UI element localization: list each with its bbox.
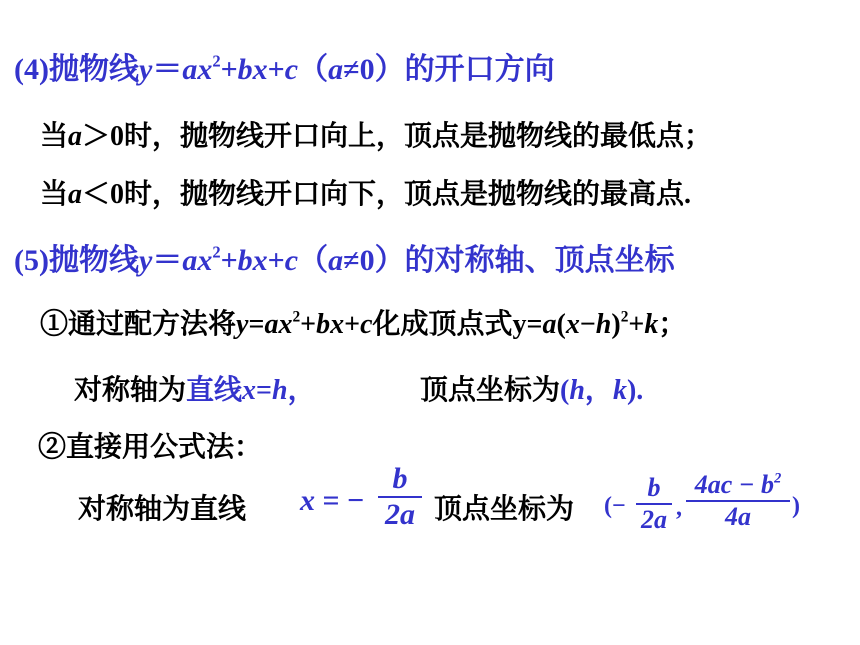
vertex-fraction-y: $4ac - b^2$ 4a bbox=[686, 470, 790, 532]
formula-x-equals: x = − bbox=[300, 484, 365, 517]
axis-vertex-line: 对称轴为直线x=h， bbox=[74, 375, 316, 406]
vertex-coords-line: 顶点坐标为(h，k). bbox=[420, 375, 644, 406]
step-marker: ② bbox=[38, 432, 67, 463]
section-number: (4) bbox=[14, 53, 49, 86]
vertex-right-paren: ) bbox=[792, 493, 800, 519]
method-completing-square: ①通过配方法将$y=ax^2+bx+c$化成顶点式$y=a(x-h)^2+k$； bbox=[40, 308, 687, 340]
rule-a-negative: 当a＜0时，抛物线开口向下，顶点是抛物线的最高点. bbox=[40, 179, 692, 210]
vertex-left-paren: (− bbox=[604, 493, 626, 519]
fraction-axis: b 2a bbox=[378, 462, 422, 532]
vertex-separator: , bbox=[676, 495, 682, 521]
formula-axis-label: 对称轴为直线 bbox=[78, 494, 247, 525]
method-formula: ②直接用公式法： bbox=[38, 432, 263, 463]
section-number: (5) bbox=[14, 244, 49, 277]
formula-vertex-label: 顶点坐标为 bbox=[434, 494, 575, 525]
rule-a-positive: 当a＞0时，抛物线开口向上，顶点是抛物线的最低点； bbox=[40, 121, 713, 152]
section-5-heading: (5)抛物线$y=ax^2+bx+c(a\ne 0)$的对称轴、顶点坐标 bbox=[14, 242, 675, 277]
section-4-heading: (4)抛物线$y=ax^2+bx+c(a\ne 0)$的开口方向 bbox=[14, 51, 555, 86]
step-marker: ① bbox=[40, 309, 69, 340]
vertex-fraction-x: b 2a bbox=[636, 473, 672, 535]
